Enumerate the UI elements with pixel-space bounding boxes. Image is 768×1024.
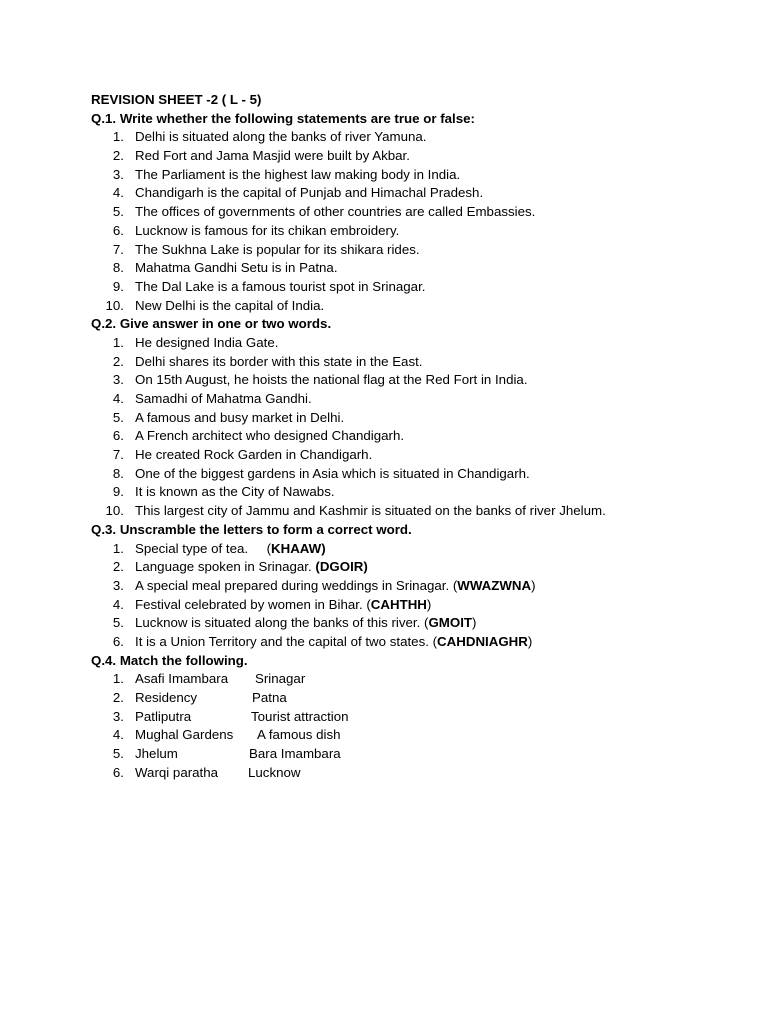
item-text: One of the biggest gardens in Asia which is situated in Chandigarh. xyxy=(135,465,530,481)
item-close-paren: ) xyxy=(531,577,536,593)
item-number: 5. xyxy=(112,409,124,425)
list-item xyxy=(91,334,731,353)
list-item xyxy=(91,184,731,203)
list-item xyxy=(91,278,731,297)
match-row xyxy=(91,708,731,727)
q4-list xyxy=(91,670,731,782)
item-number: 3. xyxy=(112,577,124,593)
scrambled-word: WWAZWNA xyxy=(457,577,532,593)
match-row xyxy=(91,745,731,764)
match-right: Tourist attraction xyxy=(251,708,349,724)
list-item xyxy=(91,577,731,596)
item-text: Mahatma Gandhi Setu is in Patna. xyxy=(135,260,338,276)
match-left: Asafi Imambara xyxy=(135,671,229,687)
item-text: The Sukhna Lake is popular for its shikara rides. xyxy=(135,241,420,257)
item-number: 10. xyxy=(105,503,124,519)
q3-list xyxy=(91,540,731,652)
match-left: Mughal Gardens xyxy=(135,727,234,743)
item-number: 7. xyxy=(112,447,124,463)
scrambled-word: (DGOIR) xyxy=(315,559,368,575)
item-text xyxy=(135,559,368,574)
item-number: 8. xyxy=(112,465,124,481)
list-item xyxy=(91,371,731,390)
match-row xyxy=(91,670,731,689)
q3-heading: Q.3. Unscramble the letters to form a correct word. xyxy=(91,521,412,537)
list-item xyxy=(91,446,731,465)
item-text: This largest city of Jammu and Kashmir is situated on the banks of river Jhelum. xyxy=(135,503,606,519)
item-number: 5. xyxy=(112,615,124,631)
item-text: Lucknow is famous for its chikan embroidery. xyxy=(135,222,400,238)
list-item xyxy=(91,390,731,409)
item-number: 4. xyxy=(112,185,124,201)
scrambled-word: CAHDNIAGHR xyxy=(437,633,528,649)
item-text: The offices of governments of other countries are called Embassies. xyxy=(135,204,536,220)
item-clue: It is a Union Territory and the capital of two states. ( xyxy=(135,633,438,649)
item-number: 6. xyxy=(112,428,124,444)
match-row xyxy=(91,726,731,745)
item-close-paren: ) xyxy=(472,615,477,631)
item-text xyxy=(135,597,431,612)
item-number: 9. xyxy=(112,278,124,294)
list-item xyxy=(91,147,731,166)
list-item xyxy=(91,166,731,185)
list-item xyxy=(91,614,731,633)
item-clue: Special type of tea. ( xyxy=(135,540,271,556)
q1-heading: Q.1. Write whether the following statements are true or false: xyxy=(91,110,475,126)
item-number: 5. xyxy=(112,746,124,762)
match-row xyxy=(91,764,731,783)
list-item xyxy=(91,222,731,241)
item-text xyxy=(135,615,476,630)
item-number: 1. xyxy=(112,129,124,145)
item-text: The Dal Lake is a famous tourist spot in Srinagar. xyxy=(135,278,426,294)
item-number: 6. xyxy=(112,222,124,238)
item-text: A famous and busy market in Delhi. xyxy=(135,409,345,425)
item-text: Red Fort and Jama Masjid were built by Akbar. xyxy=(135,148,410,164)
item-number: 4. xyxy=(112,727,124,743)
item-text: Chandigarh is the capital of Punjab and Himachal Pradesh. xyxy=(135,185,484,201)
scrambled-word: CAHTHH xyxy=(370,596,427,612)
match-row xyxy=(91,689,731,708)
list-item xyxy=(91,259,731,278)
item-clue: Language spoken in Srinagar. xyxy=(135,559,316,575)
item-clue: Festival celebrated by women in Bihar. ( xyxy=(135,596,371,612)
item-number: 3. xyxy=(112,708,124,724)
list-item xyxy=(91,483,731,502)
item-close-paren: ) xyxy=(527,633,533,649)
list-item xyxy=(91,241,731,260)
item-number: 8. xyxy=(112,260,124,276)
item-text: He created Rock Garden in Chandigarh. xyxy=(135,447,373,463)
item-number: 2. xyxy=(112,559,124,575)
item-number: 5. xyxy=(112,204,124,220)
item-text: On 15th August, he hoists the national flag at the Red Fort in India. xyxy=(135,372,528,388)
item-number: 2. xyxy=(112,690,124,705)
item-text: It is known as the City of Nawabs. xyxy=(135,484,335,500)
page-title: REVISION SHEET -2 ( L - 5) xyxy=(91,92,262,107)
list-item xyxy=(91,297,731,316)
q2-list xyxy=(91,334,731,521)
match-right: Srinagar xyxy=(255,671,306,687)
scrambled-word: GMOIT xyxy=(428,615,473,631)
list-item xyxy=(91,540,731,559)
list-item xyxy=(91,128,731,147)
item-text: Samadhi of Mahatma Gandhi. xyxy=(135,391,312,406)
item-text: Delhi is situated along the banks of river Yamuna. xyxy=(135,129,427,145)
item-number: 1. xyxy=(112,540,124,556)
list-item xyxy=(91,633,731,652)
match-right: A famous dish xyxy=(257,727,341,743)
item-number: 10. xyxy=(105,297,124,313)
match-left: Patliputra xyxy=(135,708,192,724)
q1-list xyxy=(91,128,731,315)
item-number: 6. xyxy=(112,633,124,649)
list-item xyxy=(91,203,731,222)
item-number: 1. xyxy=(112,334,124,350)
item-number: 1. xyxy=(112,671,124,687)
list-item xyxy=(91,353,731,372)
item-number: 7. xyxy=(112,241,124,257)
item-close-paren: ) xyxy=(426,596,432,612)
match-right: Patna xyxy=(252,690,287,705)
item-text xyxy=(135,634,532,649)
list-item xyxy=(91,558,731,577)
revision-sheet xyxy=(91,91,731,782)
match-right: Bara Imambara xyxy=(249,746,341,762)
item-text xyxy=(135,578,536,593)
item-number: 6. xyxy=(112,764,124,780)
item-text: He designed India Gate. xyxy=(135,334,279,350)
list-item xyxy=(91,427,731,446)
list-item xyxy=(91,596,731,615)
item-clue: Lucknow is situated along the banks of this river. ( xyxy=(135,615,429,631)
item-text: The Parliament is the highest law making body in India. xyxy=(135,166,461,182)
match-left: Jhelum xyxy=(135,746,178,762)
item-number: 4. xyxy=(112,596,124,612)
item-number: 2. xyxy=(112,148,124,164)
q2-heading: Q.2. Give answer in one or two words. xyxy=(91,316,332,332)
item-number: 4. xyxy=(112,391,124,406)
list-item xyxy=(91,502,731,521)
item-number: 3. xyxy=(112,372,124,388)
item-text: New Delhi is the capital of India. xyxy=(135,297,325,313)
q4-heading: Q.4. Match the following. xyxy=(91,652,248,668)
list-item xyxy=(91,409,731,428)
item-number: 2. xyxy=(112,353,124,369)
item-text xyxy=(135,541,326,556)
match-left: Residency xyxy=(135,690,198,705)
item-text: Delhi shares its border with this state in the East. xyxy=(135,353,423,369)
match-left: Warqi paratha xyxy=(135,764,219,780)
item-number: 3. xyxy=(112,166,124,182)
match-right: Lucknow xyxy=(248,764,301,780)
item-clue: A special meal prepared during weddings in Srinagar. ( xyxy=(135,577,458,593)
list-item xyxy=(91,465,731,484)
item-text: A French architect who designed Chandigarh. xyxy=(135,428,405,444)
scrambled-word: KHAAW) xyxy=(271,540,326,556)
item-number: 9. xyxy=(112,484,124,500)
